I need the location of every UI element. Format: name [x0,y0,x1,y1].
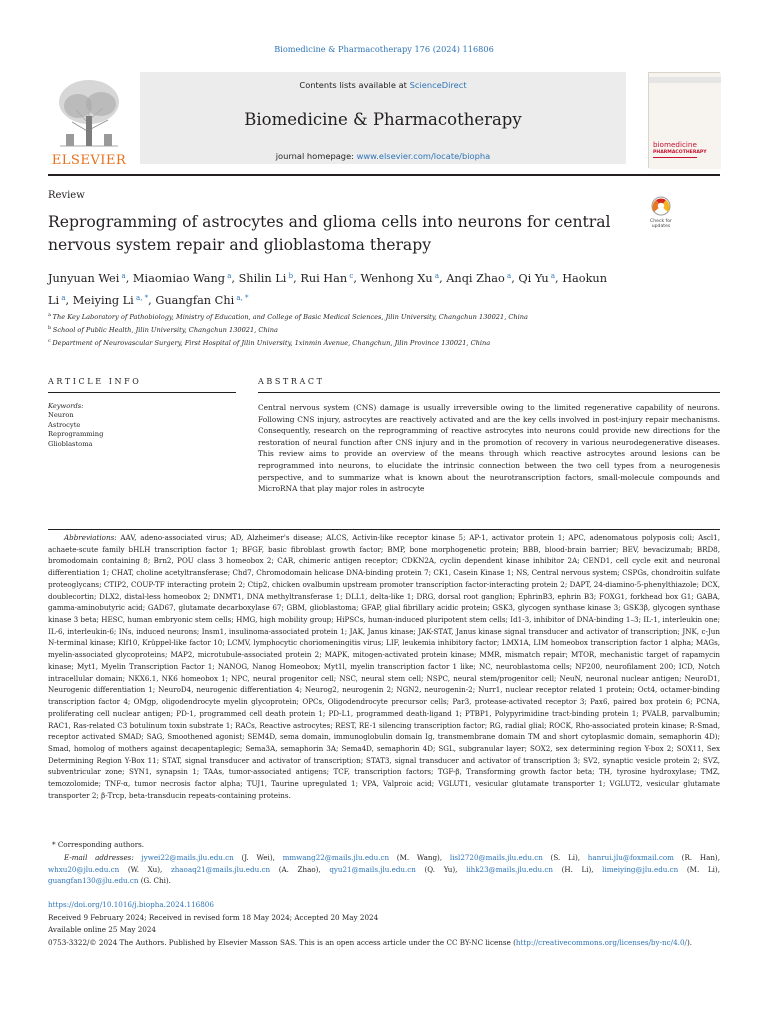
contents-lists-line [140,80,626,90]
affiliation-marker: b [48,325,53,332]
affiliation-marker: a [48,312,53,318]
author-name[interactable]: Meiying Li [72,293,134,307]
affiliation-list [48,310,708,350]
keyword-item: Astrocyte [48,420,81,429]
check-for-updates-button[interactable] [646,196,676,230]
email-owner: (M. Wang), [389,853,450,862]
journal-homepage-link[interactable]: www.elsevier.com/locate/biopha [356,151,491,161]
doi-link[interactable]: https://doi.org/10.1016/j.biopha.2024.116806 [48,900,214,909]
journal-citation-line[interactable]: Biomedicine & Pharmacotherapy 176 (2024) 116806 [274,44,494,54]
elsevier-logo[interactable] [48,72,130,168]
abstract-heading: ABSTRACT [258,377,325,386]
article-info-heading: ARTICLE INFO [48,377,142,386]
email-link[interactable]: qyu21@mails.jlu.edu.cn [329,864,416,874]
author-name[interactable]: Junyuan Wei [48,272,120,285]
email-owner: (M. Li), [678,864,720,874]
article-type: Review [48,190,85,201]
email-owner: (G. Chi). [138,876,171,886]
email-link[interactable]: guangfan130@jlu.edu.cn [48,876,139,886]
received-dates: Received 9 February 2024; Received in revised form 18 May 2024; Accepted 20 May 2024 [48,913,379,922]
check-updates-label-2: updates [651,224,671,229]
email-link[interactable]: lihk23@mails.jlu.edu.cn [466,864,553,874]
email-link[interactable]: whxu20@jlu.edu.cn [48,864,120,874]
abbreviations-footnote [48,532,720,802]
email-owner: (S. Li), [542,853,588,862]
abbreviations-label: Abbreviations: [64,533,117,542]
corresponding-authors-note: * Corresponding authors. [52,840,145,849]
email-owner: (Q. Yu), [415,864,467,874]
sciencedirect-link[interactable]: ScienceDirect [409,80,467,90]
footnote-divider [48,529,720,530]
author-affiliation-marker[interactable]: a [119,272,126,280]
affiliation-item [48,323,708,336]
keyword-list [48,411,236,449]
affiliation-marker: c [48,338,53,345]
abstract-text: Central nervous system (CNS) damage is usually irreversible owing to the limited regenerative capability of neurons. Following CNS injury, astrocytes are reactively activated and are the key cells involved in post-injury repair mechanisms. Consequently, research on the reprogramming of reactive astrocytes into neurons could provide new directions for the restoration of neural function after CNS injury and in the promotion of recovery in various neurodegenerative diseases. This review aims to provide an overview of the means through which reactive astrocytes around lesions can be reprogrammed into neurons, to elucidate the intrinsic connection between the two cell types from a neurogenesis perspective, and to summarize what is known about the neurotranscription factors, small-molecule compounds and MicroRNA that play major roles in astrocyte [258,403,720,494]
author-affiliation-marker[interactable]: a [432,272,440,280]
author-affiliation-marker[interactable]: b [286,272,294,280]
journal-header-panel [140,72,626,164]
keyword-item: Glioblastoma [48,439,93,448]
homepage-prefix: journal homepage: [275,151,357,161]
license-link[interactable]: http://creativecommons.org/licenses/by-nc/4.0/ [515,938,687,947]
journal-title: Biomedicine & Pharmacotherapy [244,110,522,129]
email-link[interactable]: jywei22@mails.jlu.edu.cn [141,853,234,862]
author-name[interactable]: Wenhong Xu [360,272,433,285]
email-owner: (A. Zhao), [270,864,330,874]
cover-title-line-1: biomedicine [653,140,697,149]
keywords-block [48,402,236,449]
affiliation-item [48,336,708,349]
author-name[interactable]: Guangfan Chi [155,293,235,307]
contents-prefix: Contents lists available at [299,80,410,90]
author-affiliation-marker[interactable]: a [504,272,512,280]
check-for-updates-icon [646,196,676,230]
email-owner: (W. Xu), [119,864,171,874]
article-title: Reprogramming of astrocytes and glioma cells into neurons for central nervous system repair and glioblastoma therapy [48,213,611,254]
elsevier-wordmark: ELSEVIER [51,153,127,168]
affiliation-text: The Key Laboratory of Pathobiology, Ministry of Education, and College of Basic Medical Sciences, Jilin University, Changchun 130021, China [52,313,528,321]
email-owner: (R. Han), [673,853,720,862]
journal-homepage-line [140,151,626,161]
check-updates-label-1: Check for [650,219,672,224]
available-online-date: Available online 25 May 2024 [48,925,156,934]
journal-cover-image [649,73,721,169]
email-link[interactable]: zhaoaq21@mails.jlu.edu.cn [170,864,271,874]
abstract-divider [258,392,720,393]
author-affiliation-marker[interactable]: a [59,293,66,302]
author-name[interactable]: Anqi Zhao [446,272,505,285]
elsevier-tree-icon [48,72,130,168]
author-name[interactable]: Haokun Li [48,272,607,307]
cover-title-line-2: PHARMACOTHERAPY [653,150,707,155]
email-link[interactable]: mmwang22@mails.jlu.edu.cn [282,853,390,862]
affiliation-item [48,310,708,323]
keyword-item: Reprogramming [48,430,104,439]
abbreviations-text: AAV, adeno-associated virus; AD, Alzheimer's disease; ALCS, Activin-like receptor kinase 5; AP-1, activator protein 1; APC, adenomatous polyposis coli; Ascl1, achaete-scute family bHLH transcription factor 1; BFGF, basic fibroblast growth factor; BMP, bone morphogenetic protein; BBB, blood-brain barrier; BEV, bevacizumab; BRD8, bromodomain containing 8; Brn2, POU class 3 homeobox 2; CAR, chimeric antigen receptor; CDKN2A, cyclin dependent kinase inhibitor 2A; CEND1, cell cycle exit and neuronal differentiation 1; CHAT, choline acetyltransferase; Chd7, Chromodomain helicase DNA-binding protein 7; CK1, Casein Kinase 1; NS, Central nervous system; CSPGs, chondroitin sulfate proteoglycans; CTIP2, COUP-TF interacting protein 2; Ctip2, chicken ovalbumin upstream promoter transcription factor-interacting protein 2; DAPT, 24-diamino-5-phenylthiazole; DCX, doublecortin; DLX2, distal-less homeobox 2; DNMT1, DNA methyltransferase 1; DLL1, delta-like 1; DRG, dorsal root ganglion; EphrinB3, ephrin B3; FOXG1, forkhead box G1; GABA, gamma-aminobutyric acid; GAD67, glutamate decarboxylase 67; GBM, glioblastoma; GFAP, glial fibrillary acidic protein; GSK3, glycogen synthase kinase 3; GSK3β, glycogen synthase kinase 3 beta; HESC, human embryonic stem cells; HMG, high mobility group; HiPSCs, human-induced pluripotent stem cells; Id1-3, inhibitor of DNA-binding 1–3; IL-1, interleukin one; IL-6, interleukin-6; INs, induced neurons; Insm1, insulinoma-associated protein 1; JAK, Janus kinase; JAK-STAT, Janus kinase signal transducer and activator of transcription; JNK, c-Jun N-terminal kinase; Klf10, Krüppel-like factor 10; LCMV, lymphocytic choriomeningitis virus; LIF, leukemia inhibitory factor; LMX1A, LIM homeobox transcription factor 1 alpha; MAGs, myelin-associated glycoproteins; MAP2, microtubule-associated protein 2; MAPK, mitogen-activated protein kinase; MMR, mismatch repair; MTOR, mechanistic target of rapamycin kinase; Myt1, Myelin Transcription Factor 1; NANOG, Nanog Homeobox; Myt1l, myelin transcription factor 1 like; NC, neuroblastoma cells; NF200, neurofilament 200; ICD, Notch intracellular domain; NKX6.1, NK6 homeobox 1; NPC, neural progenitor cell; NSC, neural stem cell; NSPC, neural stem/progenitor cell; NeuN, neuronal nuclear antigen; NeuroD1, Neurogenic differentiation 1; NeuroD4, neurogenic differentiation 4; Neurog2, neurogenin 2; NGN2, neurogenin-2; Nurr1, nuclear receptor related 1 protein; Oct4, octamer-binding transcription factor 4; OMgp, oligodendrocyte myelin glycoprotein; OPCs, Oligodendrocyte precursor cells; Par3, protease-activated receptor 3; Pax6, paired box protein 6; PCNA, proliferating cell nuclear antigen; PD-1, programmed cell death protein 1; PD-L1, programmed death-ligand 1; PTBP1, Polypyrimidine tract-binding protein 1; PVALB, parvalbumin; RAC1, Ras-related C3 botulinum toxin substrate 1; RACs, Reactive astrocytes; REST, RE-1 silencing transcription factor; RG, radial glial; ROCK, Rho-associated protein kinase; R-Smad, receptor activated SMAD; SAG, Smoothened agonist; SEM4D, sema domain, immunoglobulin domain Ig, transmembrane domain TM and short cytoplasmic domain, semaphorin 4D); Smad, homolog of mothers against decapentaplegic; Sema3A, semaphorin 3A; Sema4D, semaphorin 4D; SGL, subgranular layer; SOX2, sex determining region Y-box 2; SOX11, Sex Determining Region Y-Box 11; STAT, signal transducer and activator of transcription; STAT3, signal transducer and activator of transcription 3; SV2, synaptic vesicle protein 2; SVZ, subventricular zone; SYN1, synapsin 1; TAAs, tumor-associated antigens; TCF, transcription factors; TGF-β, Transforming growth factor beta; TH, tyrosine hydroxylase; TMZ, temozolomide; TNF-α, tumor necrosis factor alpha; TUJ1, Taurine upregulated 1; VPA, Valproic acid; VGLUT1, vesicular glutamate transporter 1; VGLUT2, vesicular glutamate transporter 2; β-Trcp, beta-transducin repeats-containing proteins. [48,533,720,800]
author-name[interactable]: Miaomiao Wang [132,272,225,285]
journal-header [48,72,720,168]
author-affiliation-marker[interactable]: c [347,272,354,280]
email-label: E-mail addresses: [64,853,142,862]
email-owner: (J. Wei), [233,853,283,862]
header-divider [48,174,720,176]
copyright-text: 0753-3322/© 2024 The Authors. Published by Elsevier Masson SAS. This is an open access article under the CC BY-NC license ( [48,938,516,947]
journal-cover-thumbnail[interactable] [648,72,720,168]
author-name[interactable]: Qi Yu [518,272,549,285]
affiliation-text: School of Public Health, Jilin University, Changchun 130021, China [52,326,278,335]
article-info-divider [48,392,236,393]
author-affiliation-marker[interactable]: a [548,272,556,280]
keywords-label: Keywords: [48,402,84,410]
keyword-item: Neuron [48,411,74,420]
email-link[interactable]: hanrui.jlu@foxmail.com [587,853,674,862]
author-affiliation-marker[interactable]: a [224,272,232,280]
author-name[interactable]: Shilin Li [238,272,287,285]
author-name[interactable]: Rui Han [300,272,348,285]
email-link[interactable]: lisl2720@mails.jlu.edu.cn [449,853,543,862]
email-link[interactable]: limeiying@jlu.edu.cn [602,864,679,874]
author-affiliation-marker[interactable]: a, * [133,293,149,302]
author-affiliation-marker[interactable]: a, * [234,293,249,302]
email-owner: (H. Li), [552,864,603,874]
author-list: Junyuan Wei $^a$, Miaomiao Wang $^a$, Shilin Li $^b$, Rui Han $^c$, Wenhong Xu $^a$, Anqi Zhao $^a$, Qi Yu $^a$, Haokun Li $^a$, Meiying Li $^{a, *}$, Guangfan Chi $^{a, *}$ [48,272,607,307]
copyright-notice [48,937,720,949]
affiliation-text: Department of Neurovascular Surgery, First Hospital of Jilin University, 1xinmin Avenue, Changchun, Jilin Province 130021, China [52,339,491,348]
copyright-suffix: ). [686,938,693,947]
email-addresses-footnote [48,852,720,887]
